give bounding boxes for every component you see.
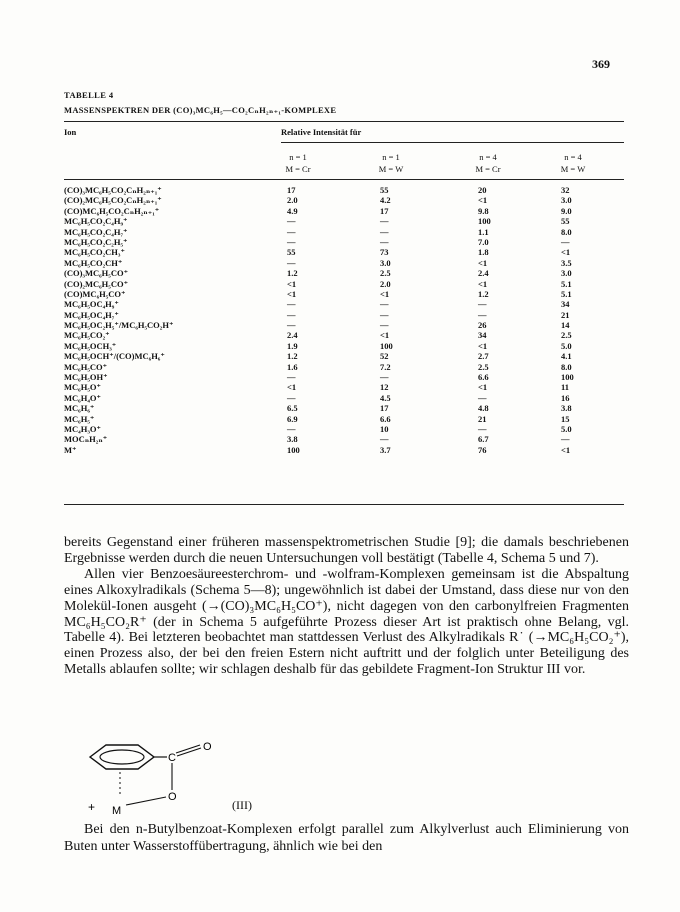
intensity-cell: <1 [478, 278, 488, 289]
intensity-cell: <1 [287, 278, 297, 289]
intensity-cell: 17 [380, 403, 389, 414]
intensity-cell: 1.6 [287, 361, 298, 372]
table-row [64, 289, 624, 299]
intensity-cell: <1 [478, 340, 488, 351]
intensity-cell: 100 [287, 444, 300, 455]
intensity-cell: — [287, 299, 296, 310]
intensity-cell: 100 [478, 216, 491, 227]
table-top-rule [64, 121, 624, 122]
column-header-ion: Ion [64, 127, 77, 137]
intensity-cell: <1 [380, 288, 390, 299]
intensity-cell: 5.1 [561, 288, 572, 299]
intensity-cell: — [380, 320, 389, 331]
table-row [64, 403, 624, 413]
intensity-cell: — [380, 299, 389, 310]
body-text [64, 535, 629, 678]
column-group-rule [281, 142, 624, 143]
intensity-cell: 3.5 [561, 257, 572, 268]
paragraph-3: Bei den n-Butylbenzoat-Komplexen erfolgt parallel zum Alkylverlust auch Eliminierung von Buten unter Wasserstoffübertragung, ähnlich wie bei den [64, 822, 629, 854]
ion-formula: MC₆H₅CO₂CH₃⁺ [64, 247, 125, 258]
intensity-cell: 34 [561, 299, 570, 310]
table-row [64, 195, 624, 205]
intensity-cell: — [287, 257, 296, 268]
ion-formula: MC₆H₅OC₄H₇⁺ [64, 309, 119, 320]
intensity-cell: 1.1 [478, 226, 489, 237]
table-header-rule [64, 179, 624, 180]
intensity-cell: 4.2 [380, 195, 391, 206]
intensity-cell: <1 [561, 247, 571, 258]
intensity-cell: <1 [380, 330, 390, 341]
intensity-cell: 6.6 [478, 372, 489, 383]
intensity-cell: 12 [380, 382, 389, 393]
intensity-cell: 7.2 [380, 361, 391, 372]
intensity-cell: 52 [380, 351, 389, 362]
intensity-cell: — [478, 423, 487, 434]
paragraph-2: Allen vier Benzoesäureesterchrom- und -wolfram-Komplexen gemeinsam ist die Abspaltung eines Alkoxylradikals (Schema 5—8); ungewöhnlich ist dabei der Umstand, dass diese nur von den Molekül-Ionen ausgeht (→(CO)₃MC₆H₅CO⁺), nicht dagegen von den carbonylfreien Fragmenten MC₆H₅CO₂R⁺ (der in Schema 5 aufgeführte Prozess dieser Art ist praktisch ohne Belang, vgl. Tabelle 4). Bei letzteren beobachtet man stattdessen Verlust des Alkylradikals R˙ (→MC₆H₅CO₂⁺), einen Prozess also, der bei den freien Estern nicht auftritt und der folglich unter Beteiligung des Metalls ablaufen sollte; wir schlagen deshalb für das gebildete Fragment-Ion Struktur III vor. [64, 566, 629, 678]
ion-formula: M⁺ [64, 444, 77, 455]
intensity-cell: 4.1 [561, 351, 572, 362]
intensity-cell: 16 [561, 392, 570, 403]
intensity-cell: 4.8 [478, 403, 489, 414]
intensity-cell: — [478, 309, 487, 320]
page-number: 369 [592, 57, 610, 71]
intensity-cell: 2.7 [478, 351, 489, 362]
table-row [64, 372, 624, 382]
intensity-cell: 9.0 [561, 205, 572, 216]
intensity-cell: 6.5 [287, 403, 298, 414]
ion-formula: MC₆H₅CO₂⁺ [64, 330, 110, 341]
table-row [64, 216, 624, 226]
ion-formula: MC₆H₅OCH₃⁺ [64, 340, 117, 351]
ion-formula: (CO)₃MC₆H₅CO⁺ [64, 268, 129, 279]
intensity-cell: 100 [380, 340, 393, 351]
intensity-cell: 76 [478, 444, 487, 455]
intensity-cell: — [287, 372, 296, 383]
intensity-cell: <1 [287, 288, 297, 299]
paragraph-1: bereits Gegenstand einer früheren massenspektrometrischen Studie [9]; die damals beschriebenen Ergebnisse werden durch die neuen Untersuchungen voll bestätigt (Tabelle 4, Schema 5 und 7). [64, 535, 629, 566]
intensity-cell: — [380, 434, 389, 445]
table-row [64, 424, 624, 434]
intensity-cell: 6.9 [287, 413, 298, 424]
ion-formula: MC₆H₅CO⁺ [64, 361, 108, 372]
table-row [64, 330, 624, 340]
intensity-cell: <1 [478, 382, 488, 393]
intensity-cell: — [561, 434, 570, 445]
intensity-cell: — [287, 236, 296, 247]
table-row [64, 310, 624, 320]
intensity-cell: — [380, 236, 389, 247]
intensity-cell: 8.0 [561, 361, 572, 372]
intensity-cell: 5.0 [561, 340, 572, 351]
ion-formula: MC₆H₅CO₂CH⁺ [64, 257, 123, 268]
intensity-cell: 5.0 [561, 423, 572, 434]
intensity-cell: 10 [380, 423, 389, 434]
intensity-cell: 6.7 [478, 434, 489, 445]
charge-sign: + [88, 800, 96, 814]
table-row [64, 258, 624, 268]
intensity-cell: 55 [380, 185, 389, 195]
table-title: MASSENSPEKTREN DER (CO)₃MC₆H₅—CO₂CₙH₂ₙ₊₁-KOMPLEXE [64, 105, 337, 115]
table-row [64, 247, 624, 257]
intensity-cell: 2.4 [478, 268, 489, 279]
intensity-cell: 1.2 [287, 268, 298, 279]
intensity-cell: 21 [478, 413, 487, 424]
table-row [64, 351, 624, 361]
intensity-cell: 2.5 [561, 330, 572, 341]
table-row [64, 341, 624, 351]
intensity-cell: 5.1 [561, 278, 572, 289]
intensity-cell: <1 [478, 257, 488, 268]
ion-formula: MC₆H₅⁺ [64, 413, 95, 424]
intensity-cell: 14 [561, 320, 570, 331]
table-label: TABELLE 4 [64, 90, 114, 100]
table-row [64, 393, 624, 403]
intensity-cell: 2.4 [287, 330, 298, 341]
intensity-cell: 1.9 [287, 340, 298, 351]
intensity-cell: <1 [561, 444, 571, 455]
ion-formula: (CO)₂MC₆H₅CO⁺ [64, 278, 129, 289]
aromatic-circle [100, 750, 144, 764]
intensity-cell: 1.2 [287, 351, 298, 362]
intensity-cell: 2.0 [287, 195, 298, 206]
intensity-cell: 55 [561, 216, 570, 227]
intensity-cell: 15 [561, 413, 570, 424]
intensity-cell: — [380, 372, 389, 383]
intensity-cell: 9.8 [478, 205, 489, 216]
ion-formula: MC₆H₅CO₂C₄H₇⁺ [64, 226, 128, 237]
intensity-cell: 100 [561, 372, 574, 383]
ion-formula: (CO)₃MC₆H₅CO₂CₙH₂ₙ₊₁⁺ [64, 185, 162, 195]
table-row [64, 185, 624, 195]
intensity-cell: 21 [561, 309, 570, 320]
intensity-cell: 3.0 [561, 195, 572, 206]
column-header-relative: Relative Intensität für [281, 127, 362, 137]
subhead-3: n = 4 M = Cr [475, 152, 501, 174]
ion-formula: MC₆H₆⁺ [64, 403, 95, 414]
table-row [64, 299, 624, 309]
intensity-cell: <1 [287, 382, 297, 393]
intensity-cell: 17 [287, 185, 296, 195]
intensity-cell: 3.0 [561, 268, 572, 279]
ion-formula: MC₆H₅OCH⁺/(CO)MC₆H₆⁺ [64, 351, 165, 362]
intensity-cell: 2.5 [380, 268, 391, 279]
intensity-cell: 3.0 [380, 257, 391, 268]
subhead-4: n = 4 M = W [560, 152, 586, 174]
ion-formula: MC₆H₅CO₂C₂H₅⁺ [64, 236, 128, 247]
intensity-cell: — [478, 299, 487, 310]
ion-formula: (CO)₂MC₆H₅CO₂CₙH₂ₙ₊₁⁺ [64, 195, 162, 206]
ion-formula: MC₆H₄O⁺ [64, 392, 101, 403]
intensity-cell: 34 [478, 330, 487, 341]
atom-o-bottom: O [168, 791, 177, 803]
intensity-cell: — [478, 392, 487, 403]
table-row [64, 434, 624, 444]
ion-formula: MC₄H₃O⁺ [64, 423, 101, 434]
atom-o-top: O [203, 741, 212, 753]
ion-formula: (CO)MC₆H₅CO⁺ [64, 288, 126, 299]
ion-formula: MC₆H₅O⁺ [64, 382, 101, 393]
intensity-cell: 55 [287, 247, 296, 258]
intensity-cell: 3.7 [380, 444, 391, 455]
intensity-cell: — [380, 226, 389, 237]
metal-oxygen-bond [126, 797, 166, 805]
table-row [64, 382, 624, 392]
intensity-cell: — [380, 216, 389, 227]
intensity-cell: 7.0 [478, 236, 489, 247]
structure-label: (III) [232, 798, 252, 812]
intensity-cell: — [561, 236, 570, 247]
intensity-cell: 20 [478, 185, 487, 195]
intensity-cell: 8.0 [561, 226, 572, 237]
table-row [64, 320, 624, 330]
body-text-continued [64, 822, 629, 855]
ion-formula: MOCₙH₂ₙ⁺ [64, 434, 108, 445]
subhead-1: n = 1 M = Cr [285, 152, 311, 174]
intensity-cell: 4.5 [380, 392, 391, 403]
intensity-cell: — [380, 309, 389, 320]
intensity-cell: — [287, 423, 296, 434]
intensity-cell: 2.0 [380, 278, 391, 289]
ion-formula: MC₆H₅OC₄H₉⁺ [64, 299, 119, 310]
ion-formula: (CO)MC₆H₅CO₂CₙH₂ₙ₊₁⁺ [64, 205, 160, 216]
ion-formula: MC₆H₅OC₂H₅⁺/MC₆H₅CO₂H⁺ [64, 320, 174, 331]
intensity-cell: 6.6 [380, 413, 391, 424]
intensity-cell: 1.2 [478, 288, 489, 299]
table-bottom-rule [64, 504, 624, 505]
intensity-cell: — [287, 226, 296, 237]
intensity-cell: 26 [478, 320, 487, 331]
intensity-cell: 32 [561, 185, 570, 195]
subhead-2: n = 1 M = W [378, 152, 404, 174]
table-row [64, 237, 624, 247]
intensity-cell: 11 [561, 382, 570, 393]
structure-iii-diagram [76, 741, 226, 819]
intensity-cell: 73 [380, 247, 389, 258]
table-row [64, 268, 624, 278]
table-row [64, 414, 624, 424]
intensity-cell: — [287, 320, 296, 331]
intensity-cell: 3.8 [287, 434, 298, 445]
intensity-cell: — [287, 309, 296, 320]
table-body [64, 185, 624, 455]
ion-formula: MC₆H₅CO₂C₄H₉⁺ [64, 216, 128, 227]
table-row [64, 445, 624, 455]
atom-m: M [112, 805, 122, 817]
table-row [64, 279, 624, 289]
table-row [64, 206, 624, 216]
intensity-cell: — [287, 216, 296, 227]
table-row [64, 362, 624, 372]
intensity-cell: 2.5 [478, 361, 489, 372]
intensity-cell: 3.8 [561, 403, 572, 414]
intensity-cell: <1 [478, 195, 488, 206]
atom-c: C [168, 752, 176, 764]
ion-formula: MC₆H₅OH⁺ [64, 372, 108, 383]
table-row [64, 227, 624, 237]
intensity-cell: 4.9 [287, 205, 298, 216]
intensity-cell: 17 [380, 205, 389, 216]
intensity-cell: 1.8 [478, 247, 489, 258]
intensity-cell: — [287, 392, 296, 403]
